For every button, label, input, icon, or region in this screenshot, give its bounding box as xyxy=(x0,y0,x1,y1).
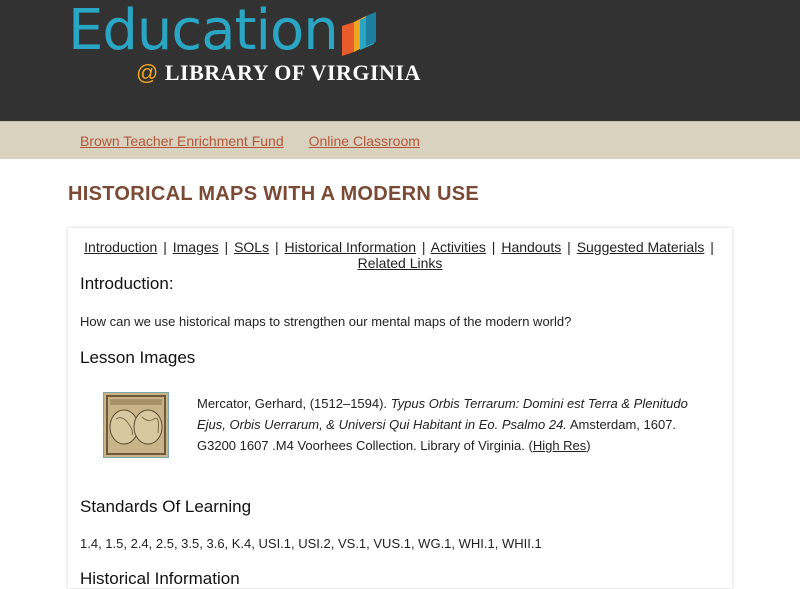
tab-sols[interactable]: SOLs xyxy=(234,239,270,255)
page-title: HISTORICAL MAPS WITH A MODERN USE xyxy=(68,183,480,205)
tab-separator: | xyxy=(710,239,714,255)
tab-images[interactable]: Images xyxy=(172,239,219,255)
world-map-image-icon xyxy=(104,393,168,457)
tab-historical-information[interactable]: Historical Information xyxy=(284,239,417,255)
tab-separator: | xyxy=(224,239,229,255)
caption-paren-close: ) xyxy=(586,438,591,453)
site-header xyxy=(0,0,800,121)
tab-related-links[interactable]: Related Links xyxy=(357,255,443,271)
logo-subtitle xyxy=(136,60,421,86)
book-logo-icon xyxy=(340,12,378,58)
intro-heading: Introduction: xyxy=(80,274,174,293)
tab-separator: | xyxy=(163,239,167,255)
logo-at: @ xyxy=(136,60,159,85)
intro-text: How can we use historical maps to strengthen our mental maps of the modern world? xyxy=(80,314,572,329)
images-heading: Lesson Images xyxy=(80,348,196,367)
tab-activities[interactable]: Activities xyxy=(430,239,486,255)
tab-separator: | xyxy=(567,239,571,255)
caption-paren-open: ( xyxy=(528,438,533,453)
caption-title: Typus Orbis Terrarum: Domini est Terra & Plenitudo Ejus, Orbis Uerrarum, & Universi Qui Habitant in Eo. Psalmo 24. xyxy=(197,396,688,432)
image-caption xyxy=(197,393,697,456)
nav-link-online-classroom[interactable]: Online Classroom xyxy=(308,132,420,149)
tab-introduction[interactable]: Introduction xyxy=(84,239,158,255)
caption-rest: Amsterdam, 1607. G3200 1607 .M4 Voorhees Collection. Library of Virginia. xyxy=(197,417,677,453)
sols-heading: Standards Of Learning xyxy=(80,497,252,516)
tab-separator: | xyxy=(491,239,496,255)
tab-separator: | xyxy=(274,239,279,255)
section-tabs xyxy=(68,239,732,271)
high-res-link[interactable]: High Res xyxy=(532,438,587,453)
secondary-nav xyxy=(0,121,800,159)
historical-heading: Historical Information xyxy=(80,569,240,588)
tab-separator: | xyxy=(421,239,426,255)
logo-wordmark[interactable]: Education xyxy=(68,0,338,63)
sols-text: 1.4, 1.5, 2.4, 2.5, 3.5, 3.6, K.4, USI.1, USI.2, VS.1, VUS.1, WG.1, WHI.1, WHII.1 xyxy=(80,536,542,551)
map-thumbnail[interactable] xyxy=(103,392,169,458)
nav-link-brown-fund[interactable]: Brown Teacher Enrichment Fund xyxy=(80,132,284,149)
lesson-card xyxy=(68,228,732,588)
tab-suggested-materials[interactable]: Suggested Materials xyxy=(576,239,705,255)
caption-author: Mercator, Gerhard, (1512–1594). xyxy=(197,396,388,411)
tab-handouts[interactable]: Handouts xyxy=(501,239,562,255)
logo-sub-text: LIBRARY OF VIRGINIA xyxy=(164,60,421,85)
